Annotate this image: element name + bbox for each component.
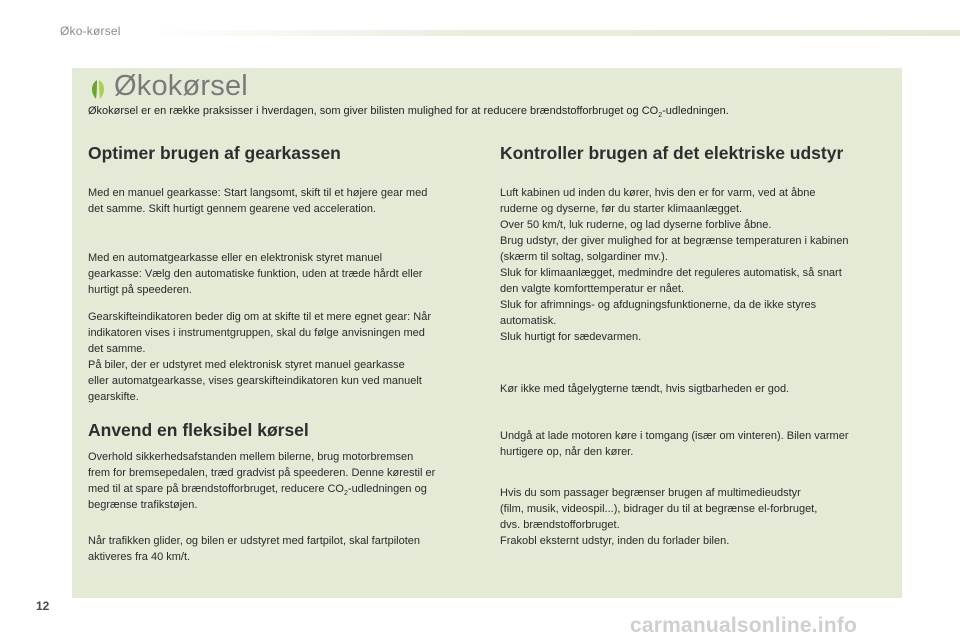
gear-paragraph-automatic: Med en automatgearkasse eller en elektronisk styret manuel gearkasse: Vælg den automatiske funktion, uden at træde hårdt eller hurtigt på speederen. xyxy=(88,252,423,296)
elec-paragraph-foglights: Kør ikke med tågelygterne tændt, hvis sigtbarheden er god. xyxy=(500,383,790,395)
heading-flexible-driving: Anvend en fleksibel kørsel xyxy=(88,420,309,440)
page-title: Økokørsel xyxy=(114,70,248,102)
header-rule xyxy=(150,30,960,36)
elec-paragraph-climate: Luft kabinen ud inden du kører, hvis den er for varm, ved at åbne ruderne og dyserne, før du starter klimaanlægget. Over 50 km/t, luk ruderne, og lad dyserne forblive åbne. Brug udstyr, der giver mulighed for at begrænse temperaturen i kabinen (skærm til soltag, solgardiner mv.). Sluk for klimaanlægget, medmindre det reguleres automatisk, så snart den valgte komforttemperatur er nået. Sluk for afrimnings- og afdugningsfunktionerne, da de ikke styres automatisk. Sluk hurtigt for sædevarmen. xyxy=(500,187,849,343)
flex-paragraph-distance: Overhold sikkerhedsafstanden mellem bilerne, brug motorbremsen frem for bremsepedalen, træd gradvist på speederen. Denne kørestil er med til at spare på brændstofforbruget, reducere $CO_2$-udledningen og begrænse trafikstøjen. xyxy=(88,451,436,511)
leaf-icon xyxy=(86,78,110,102)
page-number: 12 xyxy=(36,599,50,613)
intro-text: Økokørsel er en række praksisser i hverdagen, som giver bilisten mulighed for at reducere brændstofforbruget og $CO_2$-udledningen. xyxy=(88,105,729,120)
heading-electrical: Kontroller brugen af det elektriske udstyr xyxy=(500,143,844,163)
elec-paragraph-multimedia: Hvis du som passager begrænser brugen af multimedieudstyr (film, musik, videospil...), bidrager du til at begrænse el-forbruget, dvs. brændstofforbruget. Frakobl eksternt udstyr, inden du forlader bilen. xyxy=(500,487,818,547)
section-label: Øko-kørsel xyxy=(60,24,121,38)
heading-gearbox: Optimer brugen af gearkassen xyxy=(88,143,341,163)
watermark: carmanualsonline.info xyxy=(630,614,858,637)
flex-paragraph-cruise: Når trafikken glider, og bilen er udstyret med fartpilot, skal fartpiloten aktiveres fra 40 km/t. xyxy=(88,535,420,563)
elec-paragraph-idling: Undgå at lade motoren køre i tomgang (især om vinteren). Bilen varmer hurtigere op, når den kører. xyxy=(500,430,849,458)
gear-paragraph-indicator: Gearskifteindikatoren beder dig om at skifte til et mere egnet gear: Når indikatoren vises i instrumentgruppen, skal du følge anvisningen med det samme. På biler, der er udstyret med elektronisk styret manuel gearkasse eller automatgearkasse, vises gearskifteindikatoren kun ved manuelt gearskifte. xyxy=(88,311,432,403)
gear-paragraph-manual: Med en manuel gearkasse: Start langsomt, skift til et højere gear med det samme. Skift hurtigt gennem gearene ved acceleration. xyxy=(88,187,428,215)
